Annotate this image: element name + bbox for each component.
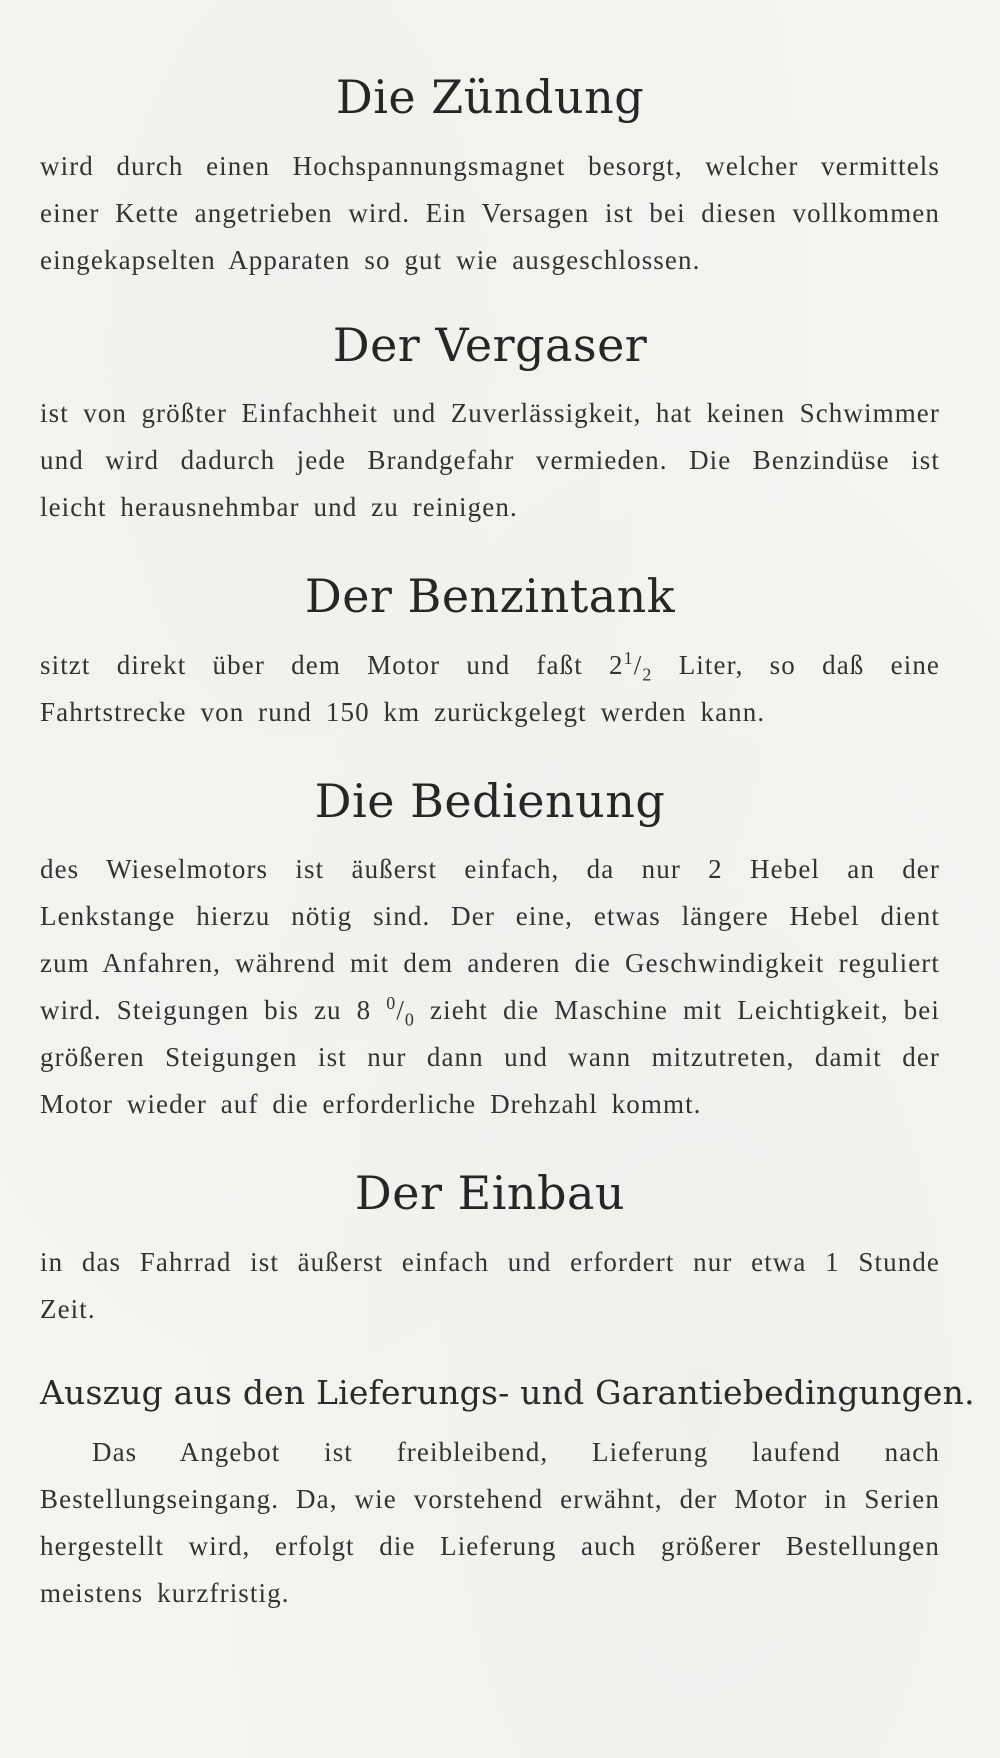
fraction-denominator: 2 (642, 664, 653, 685)
section-vergaser (40, 317, 940, 532)
percent-top: 0 (386, 993, 397, 1014)
heading-terms: Auszug aus den Lieferungs- und Garantiebedingungen. (40, 1372, 975, 1412)
paragraph-zuendung: wird durch einen Hochspannungsmagnet besorgt, welcher vermittels einer Kette angetrieben wird. Ein Versagen ist bei diesen vollkommen eingekapselten Apparaten so gut wie ausgeschlossen. (40, 150, 940, 275)
fraction-numerator: 1 (623, 647, 634, 668)
percent-bottom: 0 (404, 1009, 416, 1030)
heading-einbau: Der Einbau (354, 1166, 626, 1221)
paragraph-benzintank (40, 642, 940, 736)
heading-zuendung: Die Zündung (335, 70, 645, 124)
benzintank-text-before: sitzt direkt über dem Motor und faßt 2 (40, 649, 624, 680)
paragraph-einbau: in das Fahrrad ist äußerst einfach und erfordert nur etwa 1 Stunde Zeit. (40, 1246, 940, 1324)
paragraph-vergaser: ist von größter Einfachheit und Zuverlässigkeit, hat keinen Schwimmer und wird dadurch jede Brandgefahr vermieden. Die Benzindüse ist leicht herausnehmbar und zu reinigen. (40, 398, 940, 523)
heading-vergaser: Der Vergaser (332, 317, 648, 372)
section-zuendung (40, 72, 940, 284)
percent-separator: / (396, 995, 405, 1026)
bedienung-text-before: des Wieselmotors ist äußerst einfach, da nur 2 Hebel an der Lenkstange hierzu nötig sind. Der eine, etwas längere Hebel dient zum Anfahren, während mit dem anderen die Geschwindigkeit reguliert wird. Steigungen bis zu 8 (40, 854, 940, 1026)
fraction-separator: / (633, 649, 643, 680)
bedienung-text-after: zieht die Maschine mit Leichtigkeit, bei größeren Steigungen ist nur dann und wann mitzutreten, damit der Motor wieder auf die erforderliche Drehzahl kommt. (40, 995, 940, 1120)
heading-bedienung: Die Bedienung (314, 773, 666, 828)
section-benzintank (40, 571, 940, 736)
benzintank-text-after: Liter, so daß eine Fahrtstrecke von rund 150 km zurückgelegt werden kann. (40, 649, 940, 727)
heading-benzintank: Der Benzintank (304, 569, 676, 624)
section-terms (40, 1372, 975, 1617)
section-einbau (40, 1168, 940, 1333)
section-bedienung (40, 773, 940, 1129)
paragraph-bedienung (40, 846, 940, 1128)
paragraph-terms: Das Angebot ist freibleibend, Lieferung laufend nach Bestellungseingang. Da, wie vorstehend erwähnt, der Motor in Serien hergestellt wird, erfolgt die Lieferung auch größerer Bestellungen meistens kurzfristig. (40, 1436, 940, 1608)
